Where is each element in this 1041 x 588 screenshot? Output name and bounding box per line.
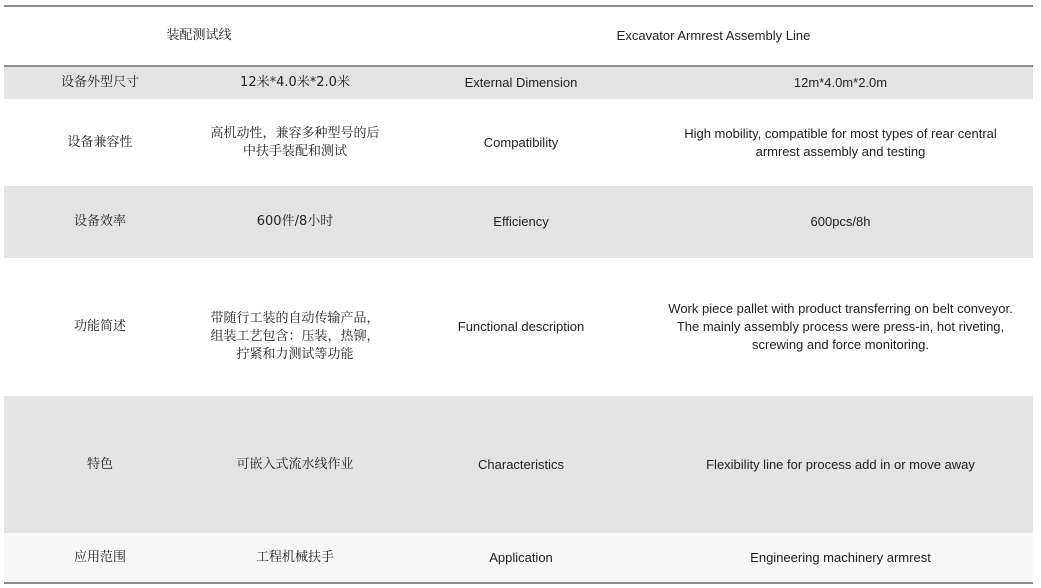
row-label-en: Functional description [457,319,585,334]
header-title-en: Excavator Armrest Assembly Line [616,28,811,43]
row-value-en: Work piece pallet with product transferring on belt conveyor. The mainly assembly process were press-in, hot riveting, screwing and force monitoring. [668,301,1013,352]
row-label-en: Characteristics [478,456,564,472]
row-value-cn: 高机动性，兼容多种型号的后 中扶手装配和测试 [210,125,380,159]
row-label-cn: 应用范围 [73,549,126,565]
row-value-en: 12m*4.0m*2.0m [793,75,888,90]
table-row [4,533,1033,582]
table-row [4,396,1033,533]
row-value-cn: 600件/8小时 [256,214,334,229]
row-label-en: Compatibility [483,134,559,150]
table-row [4,258,1033,396]
row-value-cn: 可嵌入式流水线作业 [236,456,354,472]
table-row [4,67,1033,99]
row-value-en: 600pcs/8h [810,214,871,229]
row-label-en: Efficiency [493,214,549,229]
row-label-cn: 功能简述 [73,319,126,334]
row-label-cn: 设备兼容性 [67,134,133,150]
row-value-en: Flexibility line for process add in or move away [706,456,975,472]
row-label-cn: 设备外型尺寸 [60,75,139,90]
table-row [4,186,1033,258]
row-value-en: High mobility, compatible for most types of rear central armrest assembly and testing [684,125,997,159]
table-bottom-rule [4,582,1033,584]
table-row [4,99,1033,186]
row-value-cn: 工程机械扶手 [255,549,334,565]
row-label-cn: 特色 [86,456,113,472]
row-value-cn: 12米*4.0米*2.0米 [240,75,350,90]
row-value-cn: 带随行工装的自动传输产品， 组装工艺包含：压装，热铆， 拧紧和力测试等功能 [210,311,380,362]
header-title-cn: 装配测试线 [166,28,232,43]
spec-table [4,0,1033,588]
row-label-en: Application [489,549,553,565]
row-label-cn: 设备效率 [73,214,126,229]
row-label-en: External Dimension [464,75,578,90]
row-value-en: Engineering machinery armrest [750,549,931,565]
